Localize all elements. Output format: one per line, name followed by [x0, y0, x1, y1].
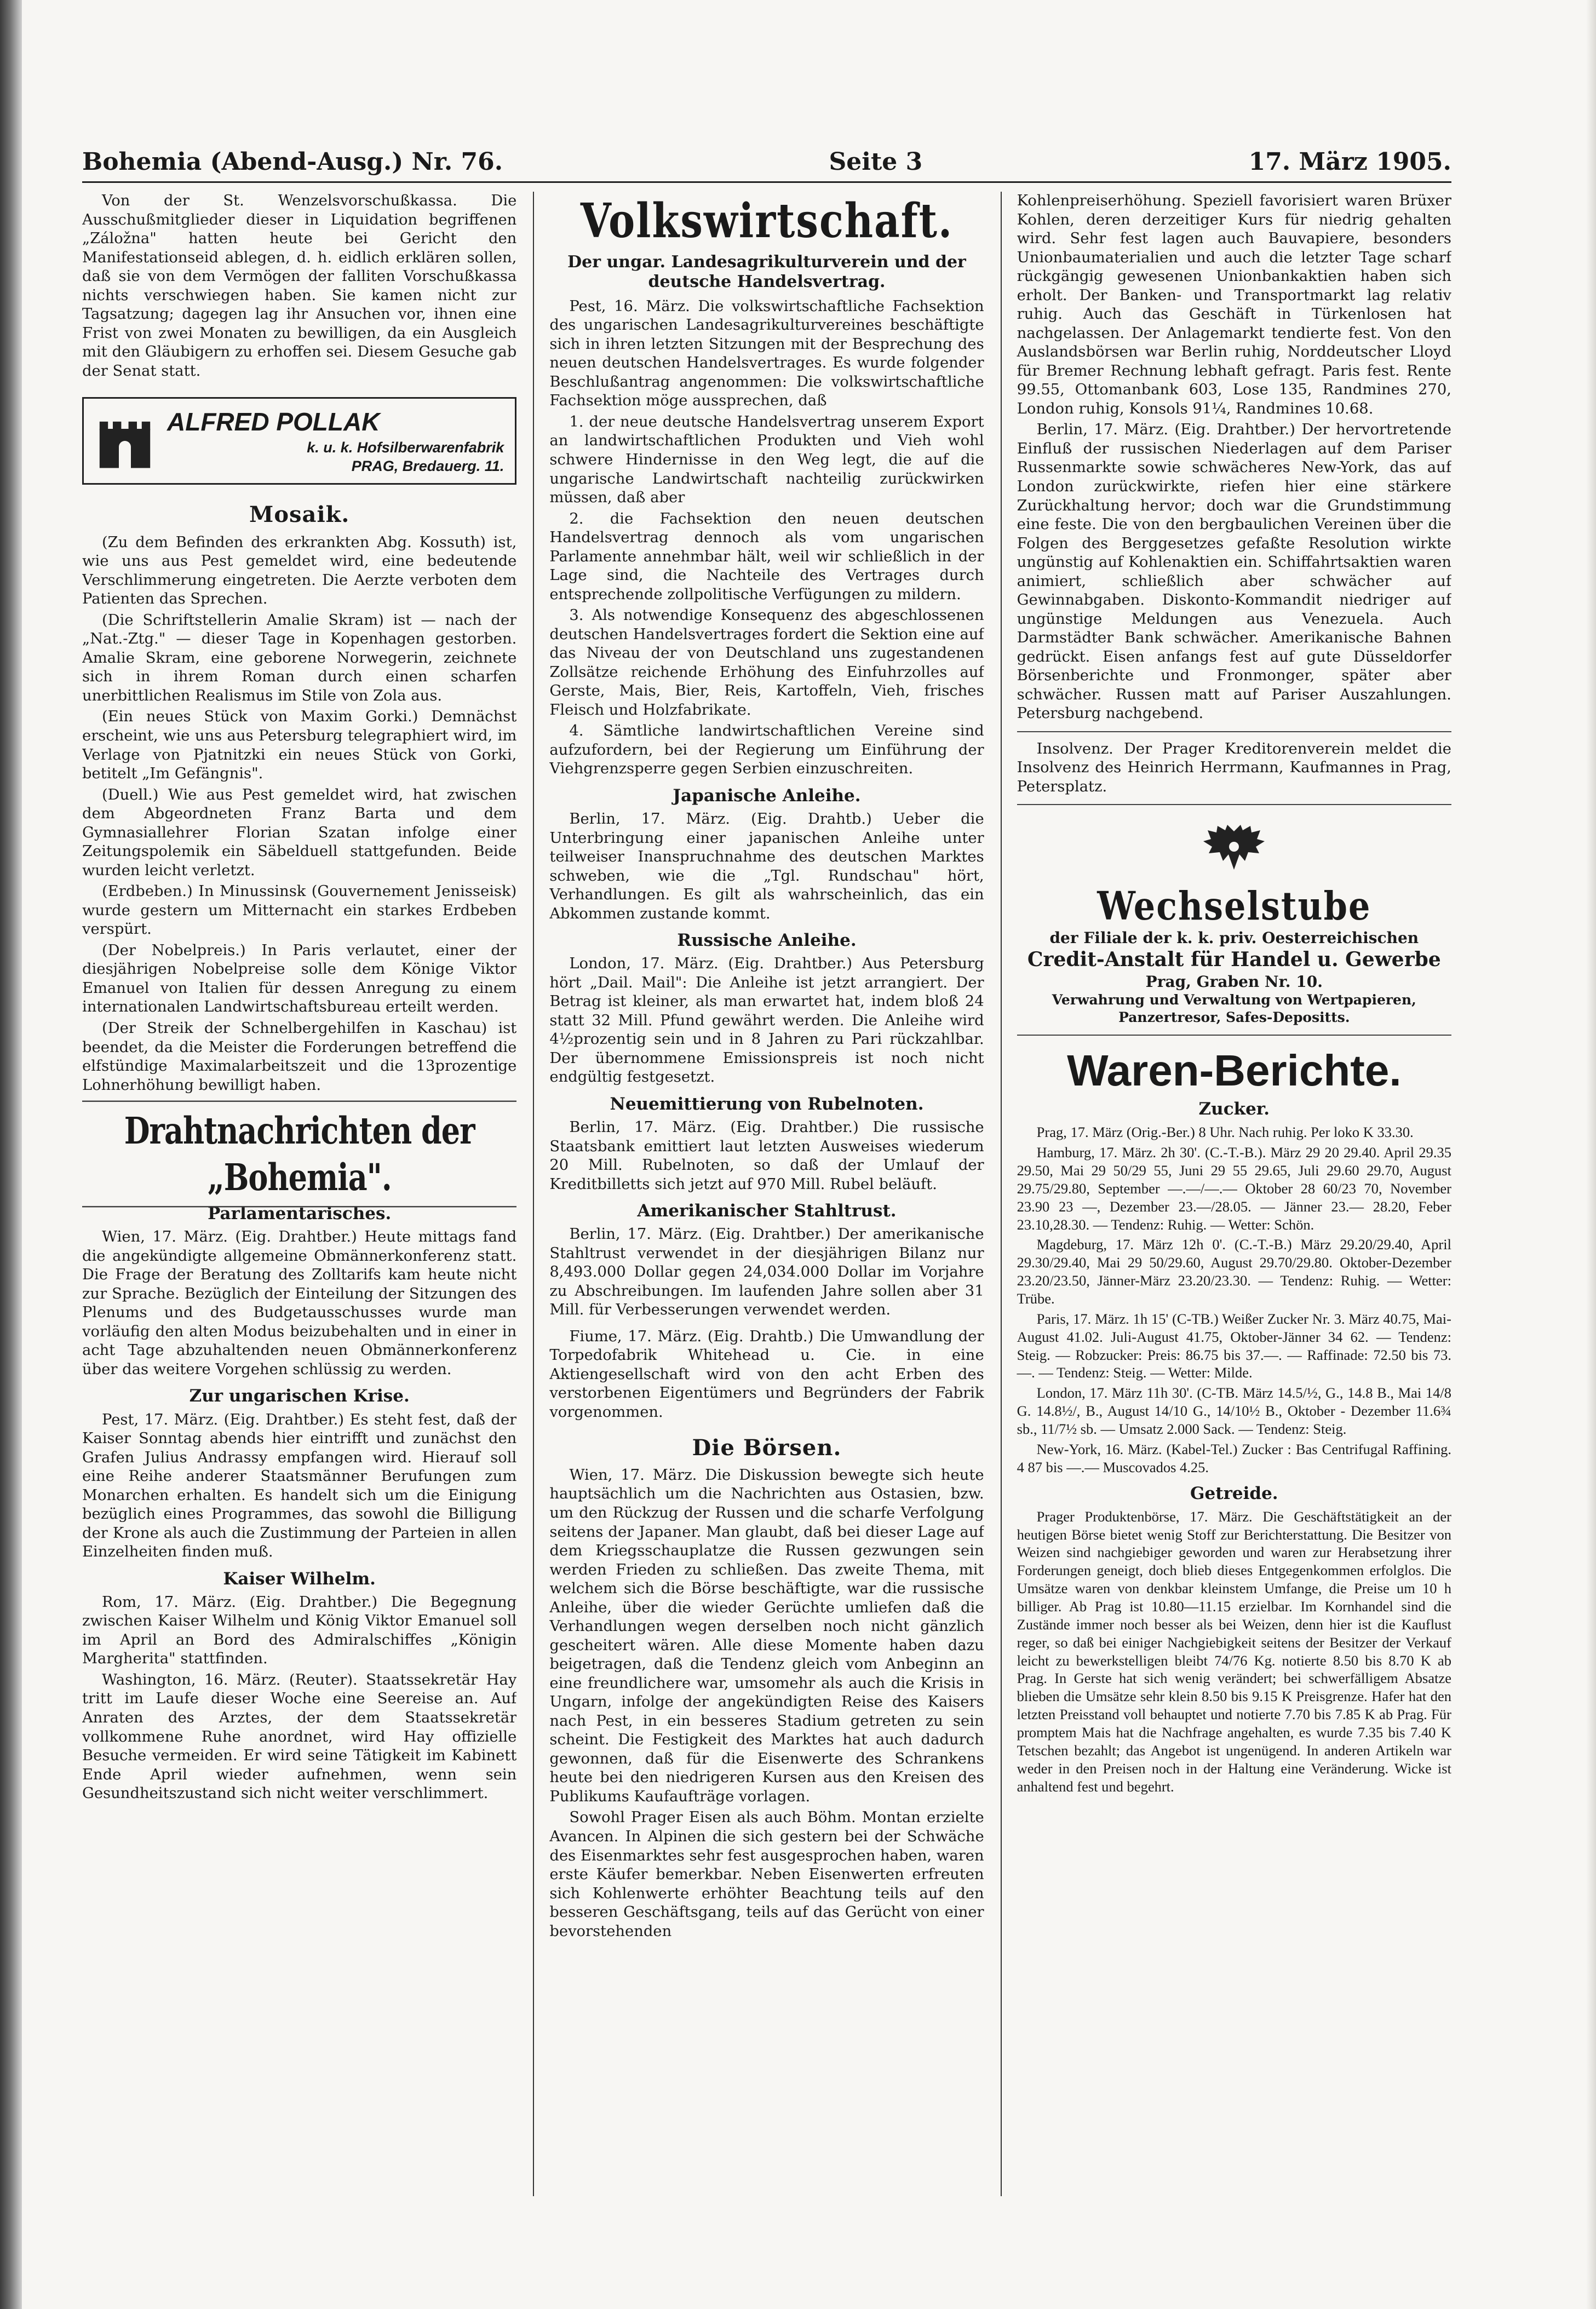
column-2 — [533, 192, 984, 2196]
market-report-zucker — [1017, 1123, 1451, 1476]
section-title-drahtnachrichten: Drahtnachrichten der „Bohemia". — [82, 1101, 516, 1208]
newspaper-page — [82, 148, 1451, 2185]
market-paris: Paris, 17. März. 1h 15' (C-TB.) Weißer Zucker Nr. 3. März 40.75, Mai-August 41.02. Juli-August 41.75, Oktober-Jänner 34 62. — Tendenz: Steig. — Robzucker: Preis: 86.75 bis 37.—. — Raffinade: 72.50 bis 73.—. — Tendenz: Steig. — Wetter: Milde. — [1017, 1310, 1451, 1381]
market-hamburg: Hamburg, 17. März. 2h 30'. (C.-T.-B.). März 29 20 29.40. April 29.35 29.50, Mai 29 50/29 55, Juni 29 55 29.65, Juli 29.60 29.70, August 29.75/29.80, September —.—/—.— Oktober 28 60/23 70, November 23.90 23 —, Dezember 23.—/28.05. — Jänner 23.— 28.20, Feber 23.10,28.30. — Tendenz: Ruhig. — Wetter: Schön. — [1017, 1144, 1451, 1233]
market-new-york: New-York, 16. März. (Kabel-Tel.) Zucker : Bas Centrifugal Raffining. 4 87 bis —.— Muscovados 4.25. — [1017, 1440, 1451, 1475]
article-stahltrust: Berlin, 17. März. (Eig. Drahtber.) Der amerikanische Stahltrust verwendet in der diesjährigen Bilanz nur 8,493.000 Dollar gegen 24,034.000 Dollar im Vorjahre zu Abschreibungen. Im laufenden Jahre sollen aber 31 Mill. für Verbesserungen verwendet werden. — [549, 1226, 984, 1319]
subhead-ungarische-krise: Zur ungarischen Krise. — [189, 1386, 410, 1406]
advertisement-pollak — [82, 397, 516, 485]
article-handelsvertrag-point2: 2. die Fachsektion den neuen deutschen Handelsvertrag dennoch als vom ungarischen Parlamente annehmbar hält, weil wir schließlich in der Lage sind, die Nachteile des Vertrages durch entsprechende zollpolitische Verfügungen zu mildern. — [549, 510, 984, 603]
article-boerse-cont: Kohlenpreiserhöhung. Speziell favorisiert waren Brüxer Kohlen, deren derzeitiger Kurs für niedrig gehalten wird. Sehr fest lagen auch Bauvapiere, besonders Unionbaumaterialien und auch die letzter Tage scharf rückgängig gewesenen Unionbankaktien haben sich erholt. Der Banken- und Transportmarkt lag relativ ruhig. Auch das Geschäft in Türkenlosen hat nachgelassen. Der Anlagemarkt tendierte fest. Von den Auslandsbörsen war Berlin ruhig, Norddeutscher Lloyd für Bremer Rechnung lebhaft gefragt. Paris fest. Rente 99.55, Ottomanbank 603, Lose 135, Randmines 270, London ruhig, Konsols 91¼, Randmines 10.68. — [1017, 192, 1451, 417]
subhead-rubelnoten: Neuemittierung von Rubelnoten. — [610, 1094, 924, 1114]
castle-logo-icon — [95, 411, 155, 471]
page-header — [82, 148, 1451, 183]
article-handelsvertrag-point1: 1. der neue deutsche Handelsvertrag unserem Export an landwirtschaftlichen Produkten und Vieh wohl schwere Hindernisse in den Weg legt, die auf die ungarische Landwirtschaft nachteilig zurückwirken müssen, daß aber — [549, 413, 984, 507]
article-handelsvertrag-point4: 4. Sämtliche landwirtschaftlichen Vereine sind aufzufordern, bei der Regierung um Einführung der Viehgrenzsperre gegen Serbien einzuschreiten. — [549, 722, 984, 778]
section-title-boersen: Die Börsen. — [692, 1434, 842, 1461]
market-produktenboerse: Prager Produktenbörse, 17. März. Die Geschäftstätigkeit an der heutigen Börse bietet wenig Stoff zur Berichterstattung. Die Besitzer von Weizen sind nachgiebiger geworden und waren zur Herabsetzung ihrer Forderungen geneigt, doch blieb dieses Entgegenkommen erfolglos. Die Umsätze waren von denkbar kleinstem Umfange, die Preise um 10 h billiger. Ab Prag ist 10.80—11.15 erzielbar. Im Kornhandel sind die Zustände immer noch besser als bei Weizen, denn hier ist die Kauflust reger, so daß bei einiger Nachgiebigkeit seitens der Besitzer der Verkauf leicht zu bewerkstelligen bleibt 74/76 Kg. notierte 8.50 bis 8.70 K ab Prag. In Gerste hat sich wenig verändert; bei schwerfälligem Absatze blieben die Umsätze sehr klein 8.50 bis 9.15 K Preisgrenze. Hafer hat den letzten Preisstand voll behauptet und notierte 7.70 bis 7.85 K ab Prag. Für promptem Mais hat die Nachfrage angehalten, es wurde 7.35 bis 7.40 K Tetschen bezahlt; das Angebot ist ungenügend. In anderen Artikeln war weder in den Preisen noch in der Haltung eine Veränderung. Wicke ist anhaltend fest und begehrt. — [1017, 1508, 1451, 1795]
wechselstube-title: Wechselstube — [1097, 883, 1371, 929]
divider — [1017, 1035, 1451, 1036]
market-prag: Prag, 17. März (Orig.-Ber.) 8 Uhr. Nach ruhig. Per loko K 33.30. — [1036, 1124, 1414, 1141]
page-edge — [1586, 0, 1596, 2309]
mosaik-item-gorki: (Ein neues Stück von Maxim Gorki.) Demnächst erscheint, wie uns aus Petersburg telegraphiert wird, im Verlage von Pjatnitzki ein neues Stück von Gorki, betitelt „Im Gefängnis". — [82, 708, 517, 783]
columns — [82, 192, 1451, 2196]
article-kaiser-wilhelm: Rom, 17. März. (Eig. Drahtber.) Die Begegnung zwischen Kaiser Wilhelm und König Viktor Emanuel soll im April an Bord des Admiralschiffes „Königin Margherita" stattfinden. — [82, 1593, 517, 1668]
header-date: 17. März 1905. — [1248, 148, 1451, 176]
article-deck-handelsvertrag: Der ungar. Landesagrikulturverein und der deutsche Handelsvertrag. — [567, 252, 966, 291]
ad-company-address: PRAG, Bredauerg. 11. — [351, 458, 504, 475]
article-washington: Washington, 16. März. (Reuter). Staatssekretär Hay tritt im Laufe dieser Woche eine Seereise an. Auf Anraten des Arztes, der dem Staatssekretär vollkommene Ruhe anordnet, wird Hay offizielle Besuche vermeiden. Er wird seine Tätigkeit im Kabinett Ende April wieder aufnehmen, wenn sein Gesundheitszustand sich nicht weiter verschlimmert. — [82, 1671, 517, 1802]
mosaik-item-erdbeben: (Erdbeben.) In Minussinsk (Gouvernement Jenisseisk) wurde gestern um Mitternacht ein starkes Erdbeben verspürt. — [82, 883, 517, 938]
header-page-number: Seite 3 — [829, 148, 923, 176]
mosaik-item-streik: (Der Streik der Schnelbergehilfen in Kaschau) ist beendet, da die Meister die Forderungen betreffend die elfstündige Maximalarbeitszeit und die 13prozentige Lohnerhöhung bewilligt haben. — [82, 1019, 517, 1094]
section-title-waren-berichte: Waren-Berichte. — [1067, 1046, 1402, 1095]
article-vorschusskassa: Von der St. Wenzelsvorschußkassa. Die Ausschußmitglieder dieser in Liquidation begriffenen „Záložna" hatten heute bei Gericht den Manifestationseid ablegen, d. h. eidlich erklären sollen, daß sie von dem Vermögen der falliten Vorschußkassa nichts verschwiegen haben. Sie kamen nicht zur Tagsatzung; dagegen lag ihr Ansuchen vor, ihnen eine Frist von zwei Monaten zu bewilligen, da ein Ausgleich mit den Gläubigern zu erhoffen sei. Diesem Gesuche gab der Senat statt. — [82, 192, 517, 380]
mosaik-item-duell: (Duell.) Wie aus Pest gemeldet wird, hat zwischen dem Abgeordneten Franz Barta und dem Gymnasiallehrer Florian Szatan infolge einer Zeitungspolemik ein Säbelduell stattgefunden. Beide wurden leicht verletzt. — [82, 786, 517, 879]
article-handelsvertrag-intro: Pest, 16. März. Die volkswirtschaftliche Fachsektion des ungarischen Landesagrikulturvereines beschäftigte sich in ihren letzten Sitzungen mit der Besprechung des neuen deutschen Handelsvertrages. Es wurde folgender Beschlußantrag angenommen: Die volkswirtschaftliche Fachsektion möge aussprechen, daß — [549, 297, 984, 410]
mosaik-item-kossuth: (Zu dem Befinden des erkrankten Abg. Kossuth) ist, wie uns aus Pest gemeldet wird, eine bedeutende Verschlimmerung eingetreten. Die Aerzte verboten dem Patienten das Sprechen. — [82, 533, 517, 608]
article-boerse-wien-cont: Sowohl Prager Eisen als auch Böhm. Montan erzielte Avancen. In Alpinen die sich gestern bei der Schwäche des Eisenmarktes sehr fest ausgesprochen haben, waren erste Käufer bemerkbar. Neben Eisenwerten erfreuten sich Kohlenwerte erhöhter Beachtung teils auf den besseren Geschäftsgang, teils auf das Gerücht von einer bevorstehenden — [549, 1809, 984, 1940]
divider — [1017, 731, 1451, 732]
wechselstube-services: Verwahrung und Verwaltung von Wertpapieren, Panzertresor, Safes-Depositts. — [1052, 992, 1416, 1025]
divider — [1017, 804, 1451, 805]
market-london: London, 17. März 11h 30'. (C-TB. März 14.5/½, G., 14.8 B., Mai 14/8 G. 14.8½/, B., August 14/10 G., 14/10½ B., Oktober - Dezember 11.6¾ sb., 11/7½ sb. — Umsatz 2.000 Sack. — Tendenz: Steig. — [1017, 1385, 1451, 1438]
article-russische-anleihe: London, 17. März. (Eig. Drahtber.) Aus Petersburg hört „Dail. Mail": Die Anleihe ist jetzt arrangiert. Der Betrag ist kleiner, als man erwartet hat, indem bloß 24 statt 32 Mill. Pfund gewährt werden. Die Anleihe wird 4½prozentig sein und in 8 Jahren zu Pari rückzahlbar. Der übernommene Emissionspreis ist noch nicht endgültig festgesetzt. — [549, 955, 984, 1086]
article-boerse-berlin: Berlin, 17. März. (Eig. Drahtber.) Der hervortretende Einfluß der russischen Niederlagen auf dem Pariser Russenmarkte sowie schwächeres New-York, das auf London zurückwirkte, riefen hier eine stärkere Zurückhaltung hervor; doch war die Grundstimmung eine feste. Die von den bergbaulichen Vereinen über die Folgen des Berggesetzes gefaßte Resolution wirkte ungünstig auf Kohlenaktien ein. Schiffahrtsaktien waren animiert, schließlich aber schwächer auf Gewinnabgaben. Diskonto-Kommandit niedriger auf ungünstige Meldungen aus Venezuela. Auch Darmstädter Bank schwächer. Amerikanische Bahnen gedrückt. Eisen anfangs fest auf gute Düsseldorfer Börsenberichte und Fronmonger, später aber schwächer. Russen matt auf Pariser Auszahlungen. Petersburg nachgebend. — [1017, 421, 1451, 722]
subhead-stahltrust: Amerikanischer Stahltrust. — [637, 1201, 897, 1221]
market-magdeburg: Magdeburg, 17. März 12h 0'. (C.-T.-B.) März 29.20/29.40, April 29.30/29.40, Mai 29 50/29.60, August 29.70/29.80. Oktober-Dezember 23.20/23.50, Jänner-März 23.20/23.30. — Tendenz: Ruhig. — Wetter: Trübe. — [1017, 1236, 1451, 1307]
subhead-parlamentarisches: Parlamentarisches. — [208, 1204, 392, 1224]
subhead-russische-anleihe: Russische Anleihe. — [677, 931, 857, 951]
mosaik-item-nobelpreis: (Der Nobelpreis.) In Paris verlautet, einer der diesjährigen Nobelpreise solle dem Könige Viktor Emanuel von Italien für dessen Anregung zu einem internationalen Landwirtschaftsbureau erteilt werden. — [82, 941, 517, 1016]
wechselstube-address: Prag, Graben Nr. 10. — [1145, 973, 1323, 991]
article-fiume: Fiume, 17. März. (Eig. Drahtb.) Die Umwandlung der Torpedofabrik Whitehead u. Cie. in eine Aktiengesellschaft wird von den acht Erben des verstorbenen Eigentümers und Begründers der Fabrik vorgenommen. — [549, 1328, 984, 1421]
section-title-mosaik: Mosaik. — [249, 502, 350, 528]
article-japanische-anleihe: Berlin, 17. März. (Eig. Drahtb.) Ueber die Unterbringung einer japanischen Anleihe unter teilweiser Inanspruchnahme des deutschen Marktes schweben, wie die „Tgl. Rundschau" hört, Verhandlungen. Es gilt als wahrscheinlich, das ein Abkommen zustande kommt. — [549, 811, 984, 922]
section-title-volkswirtschaft: Volkswirtschaft. — [580, 192, 954, 249]
mosaik-item-skram: (Die Schriftstellerin Amalie Skram) ist — nach der „Nat.-Ztg." — dieser Tage in Kopenhagen gestorben. Amalie Skram, eine geborene Norwegerin, zeichnete sich in ihrem Roman durch einen scharfen unerbittlichen Realismus im Stile von Zola aus. — [82, 611, 517, 704]
wechselstube-bank-name: Credit-Anstalt für Handel u. Gewerbe — [1027, 947, 1441, 971]
notice-insolvenz: Insolvenz. Der Prager Kreditorenverein meldet die Insolvenz des Heinrich Herrmann, Kaufmannes in Prag, Petersplatz. — [1017, 740, 1451, 795]
article-parlament: Wien, 17. März. (Eig. Drahtber.) Heute mittags fand die angekündigte allgemeine Obmännerkonferenz statt. Die Frage der Beratung des Zolltarifs kam heute nicht zur Sprache. Bezüglich der Einteilung der Sitzungen des Plenums und des Budgetausschusses wurde man vorläufig den alten Modus beizubehalten und in einer in acht Tage abzuhaltenden neuen Obmännerkonferenz über das weitere Vorgehen schlüssig zu werden. — [82, 1228, 517, 1378]
article-krise: Pest, 17. März. (Eig. Drahtber.) Es steht fest, daß der Kaiser Sonntag abends hier eintrifft und zunächst den Grafen Julius Andrassy empfangen wird. Hierauf soll eine Reihe anderer Staatsmänner Berufungen zum Monarchen erhalten. Es handelt sich um die Einigung bezüglich eines Programmes, das sowohl die Billigung der Krone als auch die Zustimmung der Parteien in allen Einzelheiten finden muß. — [82, 1411, 517, 1561]
advertisement-wechselstube — [1017, 820, 1451, 1026]
wechselstube-subtitle: der Filiale der k. k. priv. Oesterreichischen — [1049, 928, 1419, 947]
header-masthead: Bohemia (Abend-Ausg.) Nr. 76. — [82, 148, 503, 176]
article-handelsvertrag-point3: 3. Als notwendige Konsequenz des abgeschlossenen deutschen Handelsvertrages fordert die Sektion eine auf das Niveau der von Deutschland uns zugestandenen Zollsätze reichende Erhöhung des Einfuhrzolles auf Gerste, Mais, Bier, Reis, Kartoffeln, Vieh, frisches Fleisch und Holzfabrikate. — [549, 607, 984, 719]
article-rubelnoten: Berlin, 17. März. (Eig. Drahtber.) Die russische Staatsbank emittiert laut letzten Ausweises wiederum 20 Mill. Rubelnoten, so daß der Umlauf der Kreditbilletts sich jetzt auf 970 Mill. Rubel beläuft. — [549, 1119, 984, 1193]
subhead-getreide: Getreide. — [1190, 1483, 1278, 1503]
article-boerse-wien: Wien, 17. März. Die Diskussion bewegte sich heute hauptsächlich um die Nachrichten aus Ostasien, bzw. um den Rückzug der Russen und die scharfe Verfolgung seitens der Japaner. Man glaubt, daß bei dieser Lage auf dem Kriegsschauplatze die Russen gezwungen sein werden Frieden zu schließen. Das zweite Thema, mit welchem sich die Börse beschäftigte, war die russische Anleihe, über die wieder Gerüchte umliefen daß die Verhandlungen wegen derselben noch nicht gänzlich gescheitert wären. Alle diese Momente haben dazu beigetragen, daß die Tendenz gleich vom Anbeginn an eine freundlichere war, umsomehr als auch die Krisis in Ungarn, infolge der angekündigten Reise des Kaisers nach Pest, in ein besseres Stadium getreten zu sein scheint. Die Festigkeit des Marktes hat auch dadurch gewonnen, daß für die Eisenwerte des Schrankens heute bei den niedrigeren Kursen aus den Kreisen des Publikums Kaufaufträge vorlagen. — [549, 1466, 984, 1805]
ad-company-type: k. u. k. Hofsilberwarenfabrik — [307, 439, 504, 456]
subhead-kaiser-wilhelm: Kaiser Wilhelm. — [223, 1569, 376, 1589]
column-1 — [82, 192, 516, 2196]
ad-company-name: ALFRED POLLAK — [167, 407, 380, 436]
market-report-getreide — [1017, 1508, 1451, 1796]
subhead-japanische-anleihe: Japanische Anleihe. — [673, 786, 861, 806]
column-3 — [1001, 192, 1451, 2196]
double-eagle-icon — [1201, 820, 1267, 881]
binding-edge — [0, 0, 22, 2309]
subhead-zucker: Zucker. — [1198, 1099, 1270, 1119]
